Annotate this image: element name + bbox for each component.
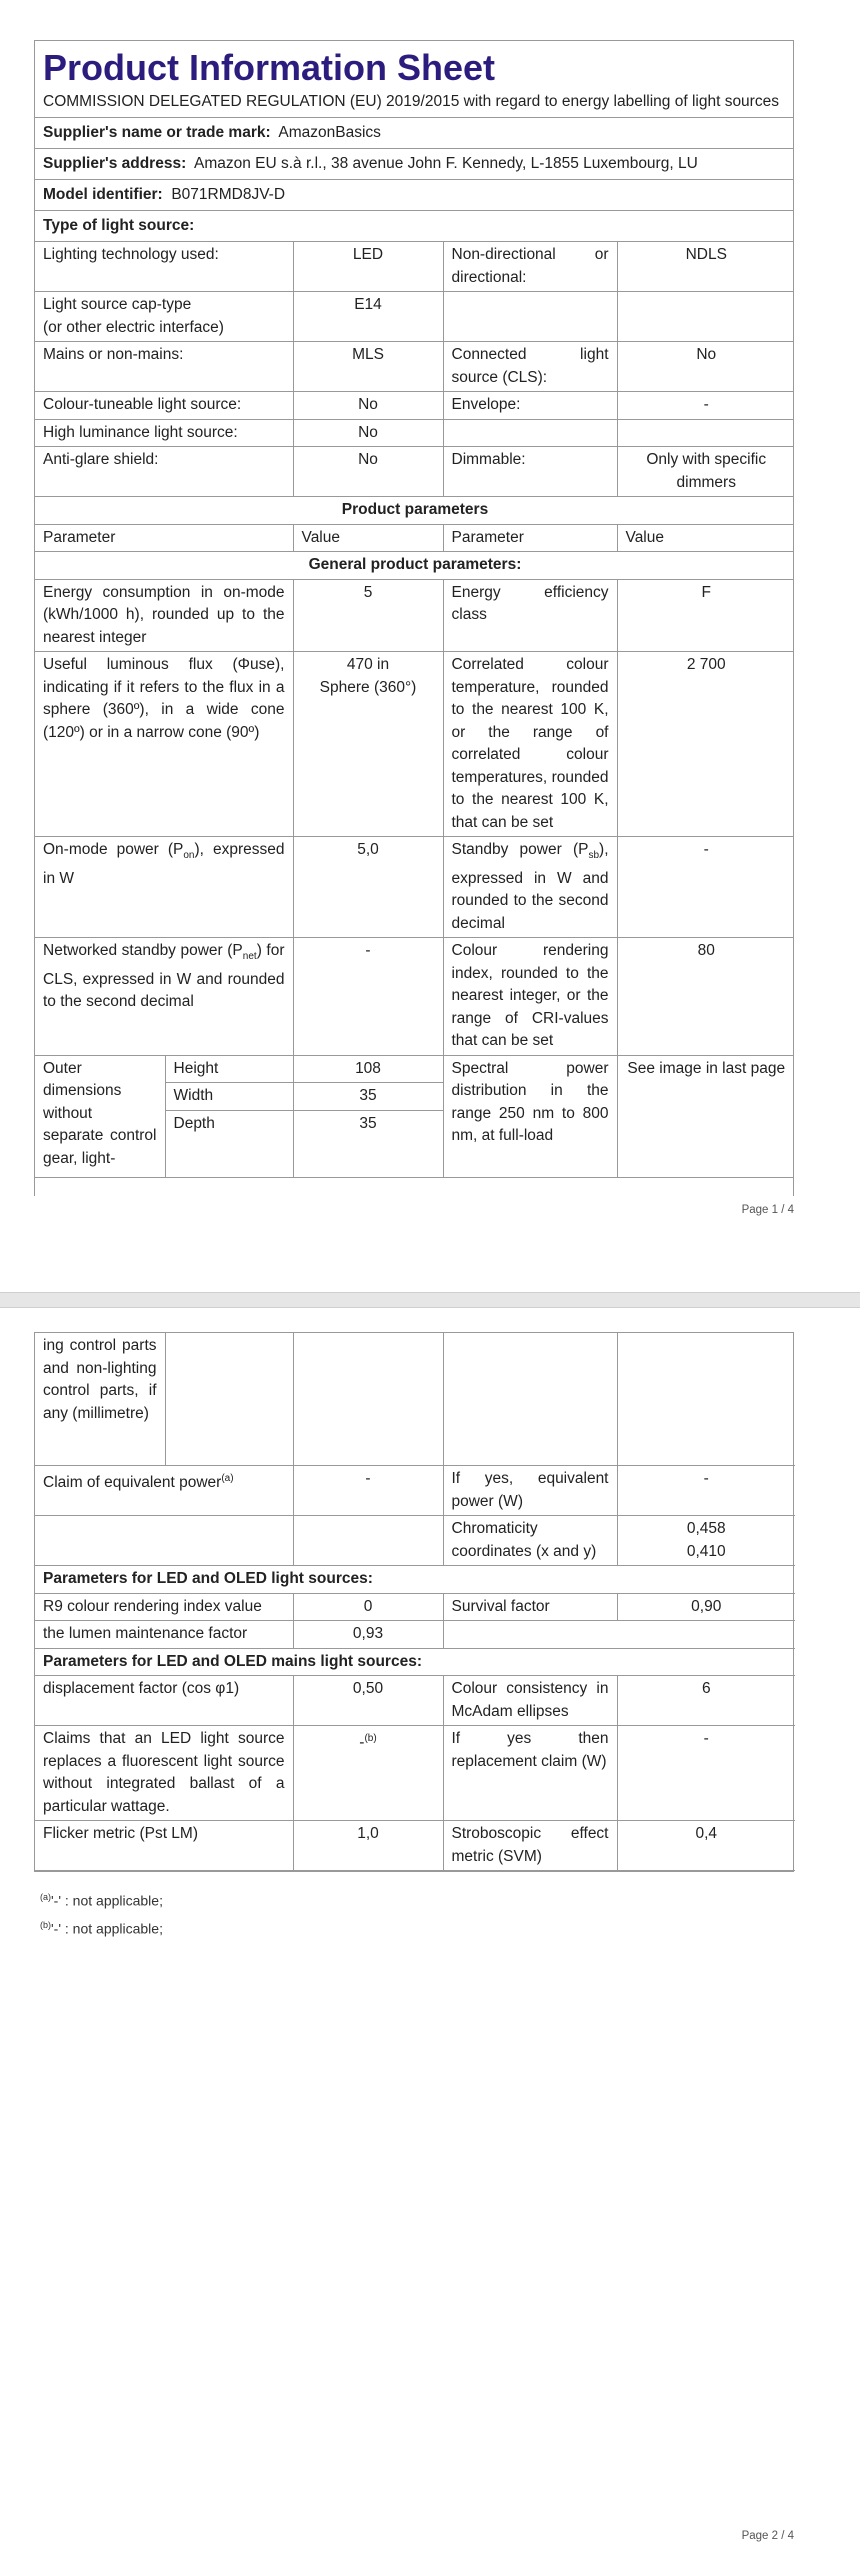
- spd-value: See image in last page: [617, 1055, 794, 1177]
- height-value: 108: [293, 1055, 443, 1083]
- col-header-parameter: Parameter: [35, 524, 293, 552]
- table-row: [35, 1726, 795, 1821]
- cct-value: 2 700: [617, 652, 794, 837]
- energy-label: Energy consumption in on-mode (kWh/1000 h), rounded up to the nearest integer: [35, 579, 293, 652]
- replacement-claim-label: If yes then replacement claim (W): [443, 1726, 617, 1821]
- replacement-claim-value: -: [617, 1726, 795, 1821]
- product-sheet-table-part-1: [34, 40, 794, 1196]
- parameters-table-continued: [35, 1333, 795, 1871]
- table-row: [35, 652, 794, 837]
- table-row: [35, 579, 794, 652]
- r9-label: R9 colour rendering index value: [35, 1593, 293, 1621]
- cri-value: 80: [617, 938, 794, 1056]
- spd-label: Spectral power distribution in the range 250 nm to 800 nm, at full-load: [443, 1055, 617, 1177]
- cap-label: Light source cap-type (or other electric interface): [35, 292, 293, 342]
- width-value: 35: [293, 1083, 443, 1111]
- page-separator: [0, 1292, 860, 1308]
- standby-power-label: Standby power $(P_{sb})$, expressed in W and rounded to the second decimal: [443, 837, 617, 938]
- chromaticity-label: Chromaticity coordinates (x and y): [443, 1516, 617, 1566]
- tech-label: Lighting technology used:: [35, 242, 293, 292]
- page-2: [0, 1308, 860, 2560]
- general-parameters-heading: General product parameters:: [35, 552, 794, 580]
- onmode-power-label: On-mode power $(P_{on})$, expressed in W: [35, 837, 293, 938]
- dimensions-label: Outer dimensions without separate control gear, light-: [35, 1055, 165, 1177]
- footnote-b: $^{(b)}$'-' : not applicable;: [40, 1920, 163, 1937]
- footnote-a: $^{(a)}$'-' : not applicable;: [40, 1892, 163, 1909]
- efficiency-class-value: F: [617, 579, 794, 652]
- claim-label: Claim of equivalent power$^{(a)}$: [35, 1466, 293, 1516]
- model-value: B071RMD8JV-D: [171, 186, 286, 203]
- parameters-table: [35, 242, 794, 1178]
- table-row: [35, 447, 794, 497]
- supplier-name-label: Supplier's name or trade mark:: [43, 124, 271, 141]
- table-row: [35, 1466, 795, 1516]
- hl-value: No: [293, 419, 443, 447]
- table-row: [35, 938, 794, 1056]
- ag-value: No: [293, 447, 443, 497]
- colour-consistency-value: 6: [617, 1676, 795, 1726]
- onmode-power-value: 5,0: [293, 837, 443, 938]
- energy-value: 5: [293, 579, 443, 652]
- table-row: [35, 1648, 795, 1676]
- table-row: [35, 419, 794, 447]
- model-row: [35, 180, 793, 211]
- flicker-label: Flicker metric (Pst LM): [35, 1821, 293, 1871]
- tune-value: No: [293, 392, 443, 420]
- tune-label: Colour-tuneable light source:: [35, 392, 293, 420]
- table-row: [35, 837, 794, 938]
- dim-label: Dimmable:: [443, 447, 617, 497]
- survival-factor-label: Survival factor: [443, 1593, 617, 1621]
- cls-label: Connected light source (CLS):: [443, 342, 617, 392]
- dir-label: Non-directional or directional:: [443, 242, 617, 292]
- table-row: [35, 1516, 795, 1566]
- networked-standby-value: -: [293, 938, 443, 1056]
- hl-label: High luminance light source:: [35, 419, 293, 447]
- col-header-value-2: Value: [617, 524, 794, 552]
- page-number-2: Page 2 / 4: [741, 2530, 794, 2542]
- regulation-subtitle: COMMISSION DELEGATED REGULATION (EU) 2019/2015 with regard to energy labelling of light sources: [35, 91, 793, 118]
- lumen-maintenance-value: 0,93: [293, 1621, 443, 1649]
- product-sheet-table-part-2: [34, 1332, 794, 1872]
- page-title: Product Information Sheet: [43, 47, 496, 88]
- depth-value: 35: [293, 1110, 443, 1177]
- width-label: Width: [165, 1083, 293, 1111]
- led-parameters-heading: Parameters for LED and OLED light sources:: [35, 1566, 795, 1594]
- table-row: [35, 1055, 794, 1083]
- type-heading: Type of light source:: [35, 211, 793, 242]
- supplier-address-row: [35, 149, 793, 180]
- cri-label: Colour rendering index, rounded to the nearest integer, or the range of CRI-values that can be set: [443, 938, 617, 1056]
- supplier-name-row: [35, 118, 793, 149]
- lumen-maintenance-label: the lumen maintenance factor: [35, 1621, 293, 1649]
- mains-value: MLS: [293, 342, 443, 392]
- height-label: Height: [165, 1055, 293, 1083]
- colour-consistency-label: Colour consistency in McAdam ellipses: [443, 1676, 617, 1726]
- fluorescent-claim-label: Claims that an LED light source replaces a fluorescent light source without integrated ballast of a particular wattage.: [35, 1726, 293, 1821]
- col-header-value: Value: [293, 524, 443, 552]
- ag-label: Anti-glare shield:: [35, 447, 293, 497]
- table-row: [35, 1821, 795, 1871]
- table-row: [35, 242, 794, 292]
- displacement-value: 0,50: [293, 1676, 443, 1726]
- table-row: [35, 342, 794, 392]
- stroboscopic-label: Stroboscopic effect metric (SVM): [443, 1821, 617, 1871]
- col-header-parameter-2: Parameter: [443, 524, 617, 552]
- fluorescent-claim-value: -$^{(b)}$: [293, 1726, 443, 1821]
- flux-value: 470 in Sphere (360°): [293, 652, 443, 837]
- table-row: [35, 1333, 795, 1466]
- r9-value: 0: [293, 1593, 443, 1621]
- model-label: Model identifier:: [43, 186, 163, 203]
- equivalent-power-label: If yes, equivalent power (W): [443, 1466, 617, 1516]
- table-row: [35, 1621, 795, 1649]
- standby-power-value: -: [617, 837, 794, 938]
- table-row: [35, 552, 794, 580]
- cls-value: No: [617, 342, 794, 392]
- networked-standby-label: Networked standby power $(P_{net})$ for CLS, expressed in W and rounded to the second decimal: [35, 938, 293, 1056]
- env-label: Envelope:: [443, 392, 617, 420]
- dim-value: Only with specific dimmers: [617, 447, 794, 497]
- env-value: -: [617, 392, 794, 420]
- mains-parameters-heading: Parameters for LED and OLED mains light sources:: [35, 1648, 795, 1676]
- product-parameters-heading: Product parameters: [35, 497, 794, 525]
- displacement-label: displacement factor (cos φ1): [35, 1676, 293, 1726]
- supplier-name-value: AmazonBasics: [278, 124, 381, 141]
- flux-label: Useful luminous flux (Φuse), indicating if it refers to the flux in a sphere (360º), in a wide cone (120º) or in a narrow cone (90º): [35, 652, 293, 837]
- table-row: [35, 292, 794, 342]
- tech-value: LED: [293, 242, 443, 292]
- page-number: Page 1 / 4: [741, 1204, 794, 1216]
- depth-label: Depth: [165, 1110, 293, 1177]
- dir-value: NDLS: [617, 242, 794, 292]
- table-row: [35, 1593, 795, 1621]
- efficiency-class-label: Energy efficiency class: [443, 579, 617, 652]
- supplier-address-label: Supplier's address:: [43, 155, 187, 172]
- stroboscopic-value: 0,4: [617, 1821, 795, 1871]
- supplier-address-value: Amazon EU s.à r.l., 38 avenue John F. Kennedy, L-1855 Luxembourg, LU: [194, 155, 698, 172]
- mains-label: Mains or non-mains:: [35, 342, 293, 392]
- table-row: [35, 1566, 795, 1594]
- survival-factor-value: 0,90: [617, 1593, 795, 1621]
- cap-value: E14: [293, 292, 443, 342]
- table-row: [35, 497, 794, 525]
- table-row: [35, 392, 794, 420]
- table-row: [35, 1676, 795, 1726]
- table-row: [35, 524, 794, 552]
- equivalent-power-value: -: [617, 1466, 795, 1516]
- cct-label: Correlated colour temperature, rounded to the nearest 100 K, or the range of correlated colour temperatures, rounded to the nearest 100 K, that can be set: [443, 652, 617, 837]
- chromaticity-value: 0,458 0,410: [617, 1516, 795, 1566]
- dimensions-label-continued: ing control parts and non-lighting control parts, if any (millimetre): [35, 1333, 165, 1466]
- flicker-value: 1,0: [293, 1821, 443, 1871]
- claim-value: -: [293, 1466, 443, 1516]
